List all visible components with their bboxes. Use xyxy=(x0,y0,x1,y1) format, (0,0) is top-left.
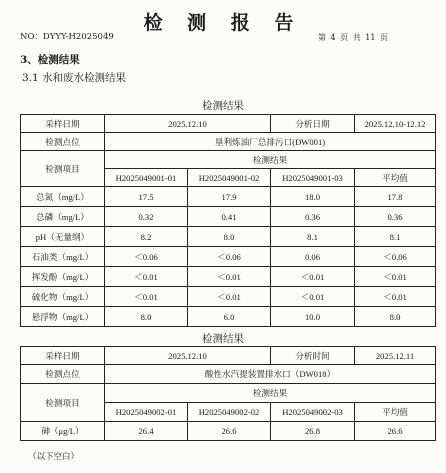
item-name: 砷（μg/L） xyxy=(21,422,105,441)
sampling-date-value: 2025.12.10 xyxy=(105,347,271,365)
subsection-heading: 3.1 水和废水检测结果 xyxy=(22,72,127,84)
item-name: 石油类（mg/L） xyxy=(21,247,105,267)
result-cell: ＜0.01 xyxy=(188,267,271,287)
column-header: 平均值 xyxy=(355,403,436,422)
result-cell: ＜0.01 xyxy=(105,287,188,307)
sampling-date-label: 采样日期 xyxy=(21,347,105,365)
table-row xyxy=(21,227,436,247)
result-cell: 8.0 xyxy=(188,227,271,247)
results-label: 检测结果 xyxy=(105,384,436,403)
result-cell: ＜0.01 xyxy=(271,287,355,307)
column-header: H2025049002-01 xyxy=(105,403,188,422)
result-cell: ＜0.06 xyxy=(188,247,271,267)
site-label: 检测点位 xyxy=(21,365,105,384)
result-cell: ＜0.01 xyxy=(105,267,188,287)
column-header: H2025049001-01 xyxy=(105,169,188,187)
item-name: pH（无量纲） xyxy=(21,227,105,247)
table1-caption: 检测结果 xyxy=(202,100,244,112)
result-cell: 8.0 xyxy=(105,307,188,327)
result-cell: 8.2 xyxy=(105,227,188,247)
document-number: NO：DYYY-H2025049 xyxy=(20,32,114,42)
result-cell: ＜0.01 xyxy=(271,267,355,287)
item-name: 挥发酚（mg/L） xyxy=(21,267,105,287)
results-table-dw001 xyxy=(20,114,436,327)
average-cell: 0.36 xyxy=(355,207,436,227)
result-cell: 0.41 xyxy=(188,207,271,227)
item-label: 检测项目 xyxy=(21,151,105,187)
table-row xyxy=(21,287,436,307)
average-cell: 8.1 xyxy=(355,227,436,247)
result-cell: 17.5 xyxy=(105,187,188,207)
table2-caption: 检测结果 xyxy=(202,333,244,345)
table-row xyxy=(21,267,436,287)
average-cell: ＜0.06 xyxy=(355,247,436,267)
average-cell: 8.0 xyxy=(355,307,436,327)
analysis-date-label: 分析日期 xyxy=(271,115,355,133)
sampling-date-label: 采样日期 xyxy=(21,115,105,133)
result-cell: 0.36 xyxy=(271,207,355,227)
item-name: 总磷（mg/L） xyxy=(21,207,105,227)
average-cell: 26.6 xyxy=(355,422,436,441)
site-value: 垦利炼油厂总排污口(DW001) xyxy=(105,133,436,151)
section-heading: 3、检测结果 xyxy=(20,54,80,66)
page-info: 第 4 页 共 11 页 xyxy=(318,33,388,42)
sampling-date-value: 2025.12.10 xyxy=(105,115,271,133)
analysis-time-value: 2025.12.11 xyxy=(355,347,436,365)
result-cell: 0.32 xyxy=(105,207,188,227)
average-cell: 17.8 xyxy=(355,187,436,207)
analysis-date-value: 2025.12.10-12.12 xyxy=(355,115,436,133)
result-cell: 26.8 xyxy=(271,422,355,441)
item-name: 悬浮物（mg/L） xyxy=(21,307,105,327)
table-row xyxy=(21,207,436,227)
table-row xyxy=(21,247,436,267)
site-label: 检测点位 xyxy=(21,133,105,151)
table-row xyxy=(21,422,436,441)
table-row xyxy=(21,307,436,327)
column-header: H2025049002-03 xyxy=(271,403,355,422)
analysis-time-label: 分析时间 xyxy=(271,347,355,365)
column-header: 平均值 xyxy=(355,169,436,187)
results-label: 检测结果 xyxy=(105,151,436,169)
average-cell: ＜0.01 xyxy=(355,267,436,287)
result-cell: 0.06 xyxy=(271,247,355,267)
item-name: 硫化物（mg/L） xyxy=(21,287,105,307)
result-cell: 26.4 xyxy=(105,422,188,441)
item-label: 检测项目 xyxy=(21,384,105,422)
result-cell: ＜0.06 xyxy=(105,247,188,267)
result-cell: 10.0 xyxy=(271,307,355,327)
result-cell: ＜0.01 xyxy=(188,287,271,307)
end-of-content-note: （以下空白） xyxy=(28,452,80,462)
average-cell: ＜0.01 xyxy=(355,287,436,307)
result-cell: 6.0 xyxy=(188,307,271,327)
results-table-dw018 xyxy=(20,346,436,441)
result-cell: 26.6 xyxy=(188,422,271,441)
item-name: 总氮（mg/L） xyxy=(21,187,105,207)
column-header: H2025049001-03 xyxy=(271,169,355,187)
result-cell: 17.9 xyxy=(188,187,271,207)
column-header: H2025049001-02 xyxy=(188,169,271,187)
result-cell: 8.1 xyxy=(271,227,355,247)
report-title: 检 测 报 告 xyxy=(143,12,303,34)
table-row xyxy=(21,187,436,207)
result-cell: 18.0 xyxy=(271,187,355,207)
column-header: H2025049002-02 xyxy=(188,403,271,422)
site-value: 酸性水汽提装置排水口（DW018） xyxy=(105,365,436,384)
